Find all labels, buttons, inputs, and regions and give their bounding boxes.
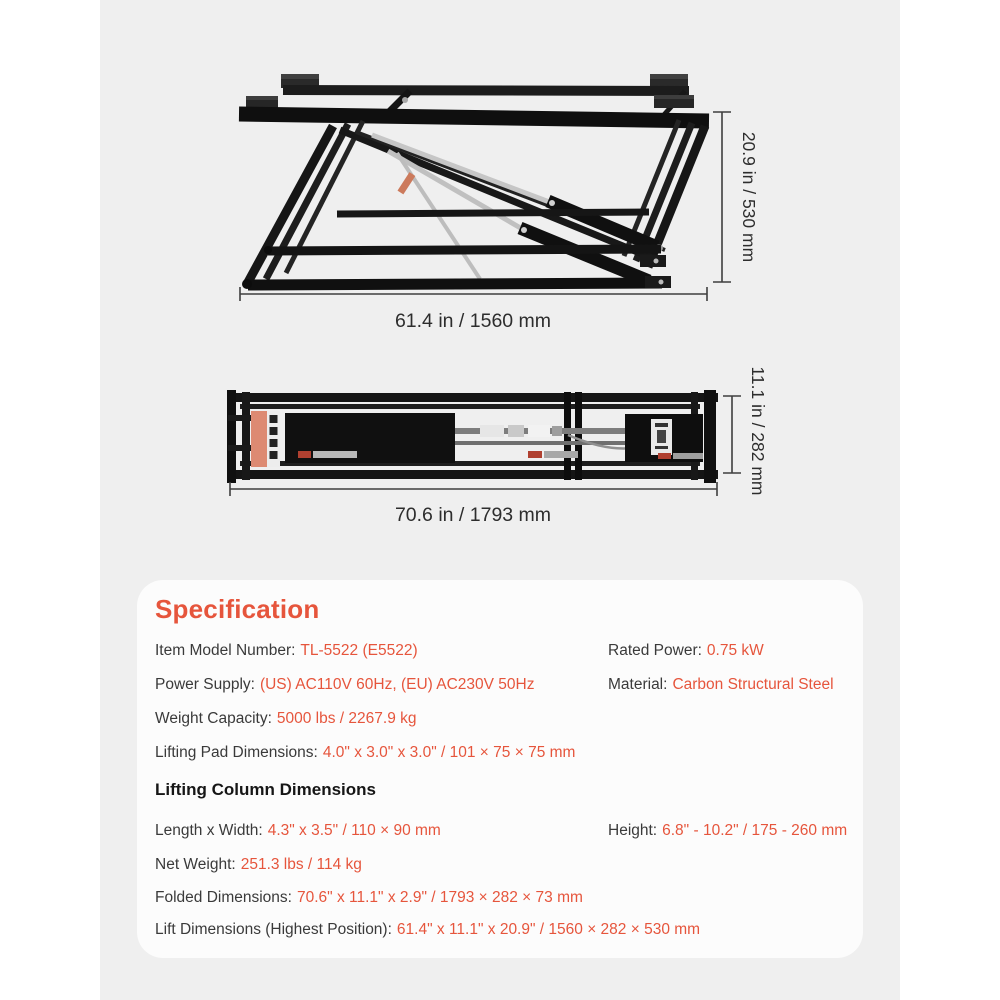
scissor-lift-folded-illustration bbox=[227, 390, 718, 483]
lifting-pad-dimensions-value: 4.0" x 3.0" x 3.0" / 101 × 75 × 75 mm bbox=[322, 744, 576, 761]
item-model-number-value: TL-5522 (E5522) bbox=[300, 642, 418, 659]
lifting-pad-dimensions-label: Lifting Pad Dimensions: bbox=[155, 744, 318, 761]
weight-capacity-value: 5000 lbs / 2267.9 kg bbox=[276, 710, 417, 727]
spec-row-net-weight bbox=[137, 854, 863, 876]
lifting-column-dimensions-heading: Lifting Column Dimensions bbox=[155, 780, 376, 799]
spec-row-lift-dimensions bbox=[137, 919, 863, 941]
rated-power-value: 0.75 kW bbox=[706, 642, 764, 659]
height-value: 6.8" - 10.2" / 175 - 260 mm bbox=[662, 822, 848, 839]
length-width-value: 4.3" x 3.5" / 110 × 90 mm bbox=[267, 822, 441, 839]
folded-lift-diagram bbox=[100, 355, 900, 540]
power-supply-label: Power Supply: bbox=[155, 676, 255, 693]
net-weight-label: Net Weight: bbox=[155, 856, 236, 873]
folded-height-dimension-line bbox=[723, 396, 741, 473]
raised-lift-diagram bbox=[100, 0, 900, 350]
specification-card bbox=[137, 580, 863, 958]
rated-power-label: Rated Power: bbox=[608, 642, 702, 659]
material-value: Carbon Structural Steel bbox=[672, 676, 834, 693]
folded-dimensions-label: Folded Dimensions: bbox=[155, 889, 292, 906]
folded-width-dimension-line bbox=[230, 482, 717, 496]
material-label: Material: bbox=[608, 676, 668, 693]
weight-capacity-label: Weight Capacity: bbox=[155, 710, 272, 727]
lift-dimensions-label: Lift Dimensions (Highest Position): bbox=[155, 921, 392, 938]
power-supply-value: (US) AC110V 60Hz, (EU) AC230V 50Hz bbox=[259, 676, 535, 693]
spec-row-lifting-pad bbox=[137, 742, 863, 764]
specification-title: Specification bbox=[155, 594, 320, 624]
folded-width-label: 70.6 in / 1793 mm bbox=[394, 504, 552, 526]
folded-dimensions-value: 70.6" x 11.1" x 2.9" / 1793 × 282 × 73 mm bbox=[296, 889, 583, 906]
spec-row-supply-material bbox=[137, 674, 863, 696]
spec-row-length-width-height bbox=[137, 820, 863, 842]
height-label: Height: bbox=[608, 822, 658, 839]
length-width-label: Length x Width: bbox=[155, 822, 263, 839]
lift-dimensions-value: 61.4" x 11.1" x 20.9" / 1560 × 282 × 530 mm bbox=[396, 921, 701, 938]
scissor-lift-raised-illustration bbox=[239, 74, 709, 289]
folded-height-label: 11.1 in / 282 mm bbox=[748, 366, 768, 496]
raised-height-dimension-line bbox=[713, 112, 731, 282]
spec-row-model-power bbox=[137, 640, 863, 662]
spec-row-folded-dimensions bbox=[137, 887, 863, 909]
product-spec-image bbox=[100, 0, 900, 1000]
raised-height-label: 20.9 in / 530 mm bbox=[739, 131, 759, 263]
raised-width-label: 61.4 in / 1560 mm bbox=[394, 310, 552, 332]
item-model-number-label: Item Model Number: bbox=[155, 642, 296, 659]
net-weight-value: 251.3 lbs / 114 kg bbox=[240, 856, 362, 873]
spec-row-weight-capacity bbox=[137, 708, 863, 730]
